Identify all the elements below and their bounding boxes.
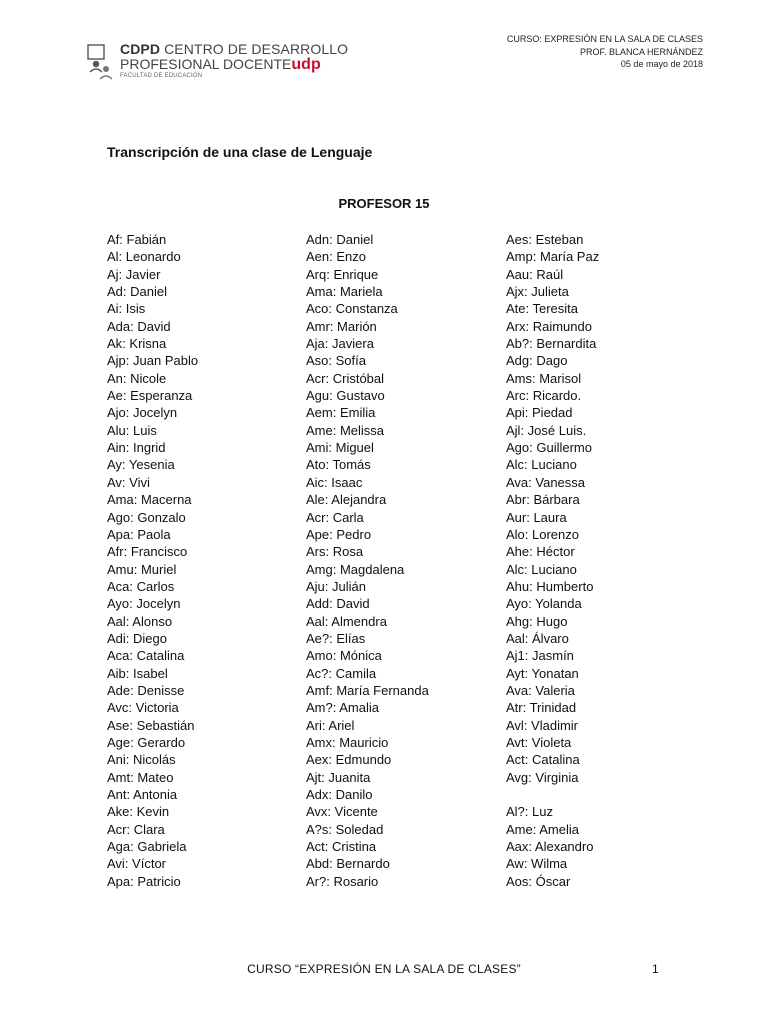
document-title: Transcripción de una clase de Lenguaje <box>107 144 373 160</box>
page-number: 1 <box>652 962 659 976</box>
list-item: Ajt: Juanita <box>306 769 371 785</box>
list-item: Ame: Amelia <box>506 821 579 837</box>
list-item: Ame: Melissa <box>306 422 385 438</box>
list-item: Atr: Trinidad <box>506 700 577 716</box>
list-item: Aca: Carlos <box>107 578 175 594</box>
list-item: Ada: David <box>107 318 171 334</box>
list-item: Ava: Valeria <box>506 682 575 698</box>
list-item: Aja: Javiera <box>306 336 374 352</box>
list-item: Alu: Luis <box>107 422 157 438</box>
list-item: Aur: Laura <box>506 509 567 525</box>
list-item: Aco: Constanza <box>306 301 398 317</box>
list-item: Avl: Vladimir <box>506 717 579 733</box>
list-item: Aau: Raúl <box>506 266 564 282</box>
list-item: Ayo: Jocelyn <box>107 596 181 612</box>
list-item: Amg: Magdalena <box>306 561 405 577</box>
logo-subtitle: PROFESIONAL DOCENTE <box>120 56 292 72</box>
participant-list-column-2 <box>306 231 429 890</box>
list-item: Act: Catalina <box>506 752 580 768</box>
list-item: Agu: Gustavo <box>306 388 385 404</box>
list-item: Ak: Krisna <box>107 336 167 352</box>
list-item: An: Nicole <box>107 370 167 386</box>
list-item: Ama: Mariela <box>306 284 383 300</box>
list-item: Ape: Pedro <box>306 526 372 542</box>
list-item: Acr: Carla <box>306 509 364 525</box>
list-item: Amt: Mateo <box>107 769 174 785</box>
list-item: Aax: Alexandro <box>506 839 594 855</box>
list-item: Avi: Víctor <box>107 856 167 872</box>
list-item: Ase: Sebastián <box>107 717 195 733</box>
course-name: CURSO: EXPRESIÓN EN LA SALA DE CLASES <box>506 34 703 44</box>
list-item: Alo: Lorenzo <box>506 526 579 542</box>
footer-course-title: CURSO “EXPRESIÓN EN LA SALA DE CLASES” <box>247 962 521 976</box>
list-item: Adg: Dago <box>506 353 568 369</box>
list-item: Ago: Gonzalo <box>107 509 186 525</box>
list-item: Ajx: Julieta <box>506 284 569 300</box>
list-item: Aex: Edmundo <box>306 752 392 768</box>
list-item: Ama: Macerna <box>107 492 192 508</box>
list-item: Aju: Julián <box>306 578 366 594</box>
professor-name: PROF. BLANCA HERNÁNDEZ <box>579 46 703 57</box>
list-item: Ai: Isis <box>107 301 146 317</box>
list-item: Add: David <box>306 596 370 612</box>
list-item: Aes: Esteban <box>506 232 584 247</box>
list-item: Adx: Danilo <box>306 787 373 802</box>
udp-brand: udp <box>291 56 321 73</box>
list-item: Ayt: Yonatan <box>506 665 579 681</box>
list-item: Ab?: Bernardita <box>506 336 597 352</box>
logo-line-2 <box>120 56 321 74</box>
list-item: Aen: Enzo <box>306 249 366 265</box>
list-item: Am?: Amalia <box>306 700 379 716</box>
list-item: Amr: Marión <box>306 318 377 334</box>
logo-institution-name: CENTRO DE DESARROLLO <box>164 41 349 57</box>
list-item: Av: Vivi <box>107 474 150 490</box>
list-item: Ant: Antonia <box>107 787 178 802</box>
list-item: Aga: Gabriela <box>107 839 187 855</box>
list-item: Aos: Óscar <box>506 873 571 889</box>
list-item: Avg: Virginia <box>506 769 579 785</box>
list-item: Alc: Luciano <box>506 457 577 473</box>
cdpd-logo <box>86 40 349 90</box>
list-item: Act: Cristina <box>306 839 377 855</box>
list-item: Ahu: Humberto <box>506 578 594 594</box>
list-item: Alc: Luciano <box>506 561 577 577</box>
logo-faculty: FACULTAD DE EDUCACIÓN <box>120 73 203 79</box>
list-item: Ae: Esperanza <box>107 388 193 404</box>
list-item: Ajl: José Luis. <box>506 422 587 438</box>
list-item: Af: Fabián <box>107 232 167 247</box>
list-item: Aca: Catalina <box>107 648 185 664</box>
list-item: Amp: María Paz <box>506 249 600 265</box>
list-item: Al: Leonardo <box>107 249 181 265</box>
list-item: Ay: Yesenia <box>107 457 175 473</box>
participant-list-column-3 <box>506 231 599 890</box>
list-item: Ato: Tomás <box>306 457 371 473</box>
course-header <box>507 33 703 71</box>
list-item: Ae?: Elías <box>306 630 366 646</box>
list-item: Aem: Emilia <box>306 405 376 421</box>
list-item: Aj: Javier <box>107 266 161 282</box>
list-item: Ami: Miguel <box>306 440 374 456</box>
list-item: Ahe: Héctor <box>506 544 575 560</box>
list-item: Ain: Ingrid <box>107 440 166 456</box>
list-item: Apa: Paola <box>107 526 171 542</box>
list-item: Ake: Kevin <box>107 804 170 820</box>
list-item: Aw: Wilma <box>506 856 568 872</box>
list-item: Ams: Marisol <box>506 370 582 386</box>
list-item: Ac?: Camila <box>306 665 377 681</box>
list-item: Ago: Guillermo <box>506 440 592 456</box>
list-item: A?s: Soledad <box>306 821 384 837</box>
list-item: Ad: Daniel <box>107 284 167 300</box>
document-date: 05 de mayo de 2018 <box>620 59 703 69</box>
list-item: Arc: Ricardo. <box>506 388 582 404</box>
list-item: Ars: Rosa <box>306 544 364 560</box>
list-item: Aal: Alonso <box>107 613 173 629</box>
list-item: Age: Gerardo <box>107 734 186 750</box>
list-item <box>506 786 599 803</box>
participant-list-column-1 <box>107 231 198 890</box>
list-item: Ade: Denisse <box>107 682 185 698</box>
list-item: Ar?: Rosario <box>306 873 379 889</box>
list-item: Arq: Enrique <box>306 266 379 282</box>
list-item: Ayo: Yolanda <box>506 596 582 612</box>
list-item: Aic: Isaac <box>306 474 363 490</box>
list-item: Amf: María Fernanda <box>306 682 429 698</box>
logo-line-1 <box>120 41 348 57</box>
list-item: Aal: Almendra <box>306 613 387 629</box>
list-item: Ajo: Jocelyn <box>107 405 178 421</box>
list-item: Ajp: Juan Pablo <box>107 353 199 369</box>
list-item: Ava: Vanessa <box>506 474 586 490</box>
section-title: PROFESOR 15 <box>338 196 430 211</box>
list-item: Al?: Luz <box>506 804 553 820</box>
list-item: Adn: Daniel <box>306 232 374 247</box>
cdpd-emblem-icon <box>86 42 116 82</box>
list-item: Aal: Álvaro <box>506 630 569 646</box>
list-item: Ahg: Hugo <box>506 613 568 629</box>
list-item: Abr: Bárbara <box>506 492 580 508</box>
list-item: Aib: Isabel <box>107 665 168 681</box>
list-item: Avx: Vicente <box>306 804 378 820</box>
list-item: Apa: Patricio <box>107 873 181 889</box>
list-item: Afr: Francisco <box>107 544 188 560</box>
list-item: Avc: Victoria <box>107 700 179 716</box>
list-item: Arx: Raimundo <box>506 318 592 334</box>
list-item: Aso: Sofía <box>306 353 366 369</box>
list-item: Ani: Nicolás <box>107 752 176 768</box>
list-item: Ale: Alejandra <box>306 492 387 508</box>
logo-acronym: CDPD <box>120 41 161 57</box>
list-item: Api: Piedad <box>506 405 573 421</box>
list-item: Adi: Diego <box>107 630 167 646</box>
list-item: Amo: Mónica <box>306 648 382 664</box>
list-item: Acr: Cristóbal <box>306 370 385 386</box>
list-item: Abd: Bernardo <box>306 856 390 872</box>
list-item: Ari: Ariel <box>306 717 355 733</box>
list-item: Avt: Violeta <box>506 734 572 750</box>
list-item: Acr: Clara <box>107 821 165 837</box>
list-item: Amx: Mauricio <box>306 734 389 750</box>
list-item: Ate: Teresita <box>506 301 579 317</box>
list-item: Aj1: Jasmín <box>506 648 574 664</box>
list-item: Amu: Muriel <box>107 561 177 577</box>
